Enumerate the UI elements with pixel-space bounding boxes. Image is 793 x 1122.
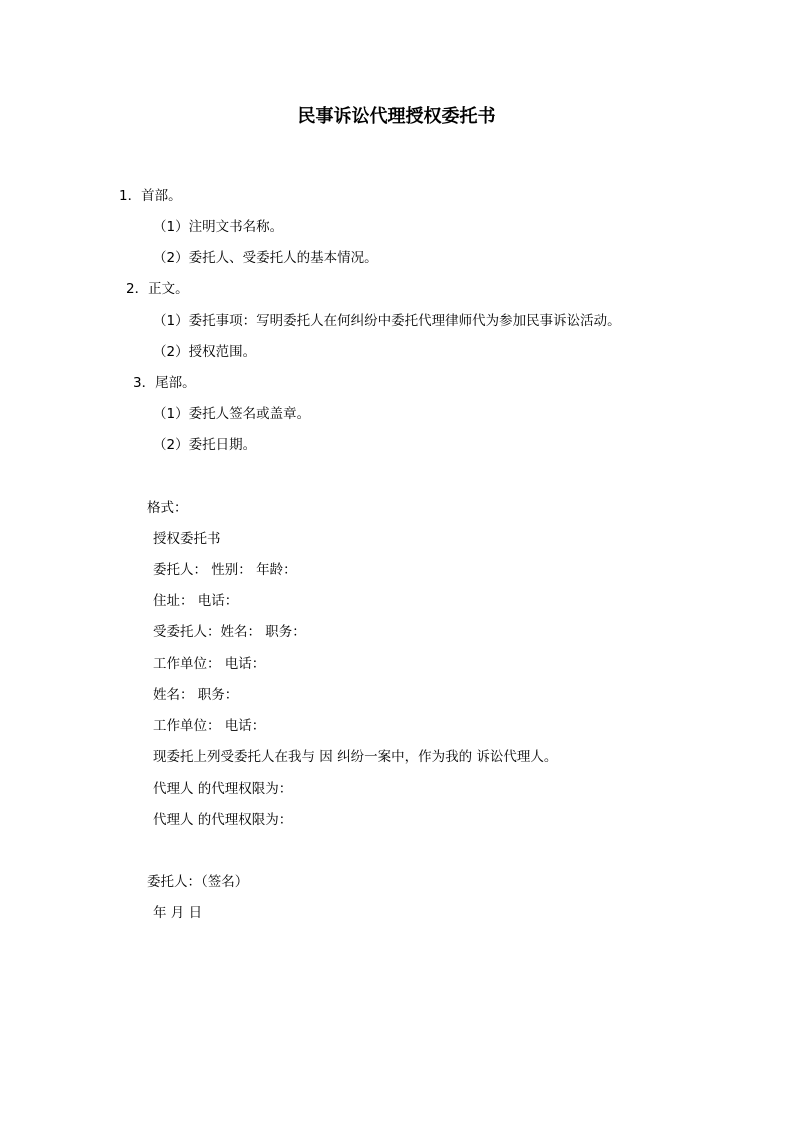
format-address-line: 住址： 电话： (153, 593, 239, 609)
outline-item-entrusted-matters: （1）委托事项：写明委托人在何纠纷中委托代理律师代为参加民事诉讼活动。 (153, 313, 621, 329)
section-heading-body: 2．正文。 (126, 281, 189, 297)
format-principal-line: 委托人： 性别： 年龄： (153, 562, 297, 578)
format-statement-line: 现委托上列受委托人在我与 因 纠纷一案中，作为我的 诉讼代理人。 (153, 749, 558, 765)
section-heading-header: 1．首部。 (119, 188, 182, 204)
format-date-line: 年 月 日 (153, 905, 203, 921)
document-title: 民事诉讼代理授权委托书 (297, 106, 496, 127)
format-heading: 格式： (147, 500, 188, 516)
format-agent1-work-line: 工作单位： 电话： (153, 656, 266, 672)
format-authority-line-1: 代理人 的代理权限为： (153, 781, 293, 797)
outline-item-signature: （1）委托人签名或盖章。 (153, 406, 311, 422)
outline-item-date: （2）委托日期。 (153, 437, 257, 453)
outline-item-document-name: （1）注明文书名称。 (153, 219, 284, 235)
format-signature-line: 委托人：（签名） (147, 874, 249, 890)
format-agent2-work-line: 工作单位： 电话： (153, 718, 266, 734)
format-agent1-name-line: 受委托人：姓名： 职务： (153, 624, 306, 640)
section-heading-ending: 3．尾部。 (133, 375, 196, 391)
format-agent2-name-line: 姓名： 职务： (153, 687, 239, 703)
outline-item-party-info: （2）委托人、受委托人的基本情况。 (153, 250, 378, 266)
outline-item-authorization-scope: （2）授权范围。 (153, 344, 257, 360)
format-document-name: 授权委托书 (153, 531, 221, 547)
format-authority-line-2: 代理人 的代理权限为： (153, 812, 293, 828)
